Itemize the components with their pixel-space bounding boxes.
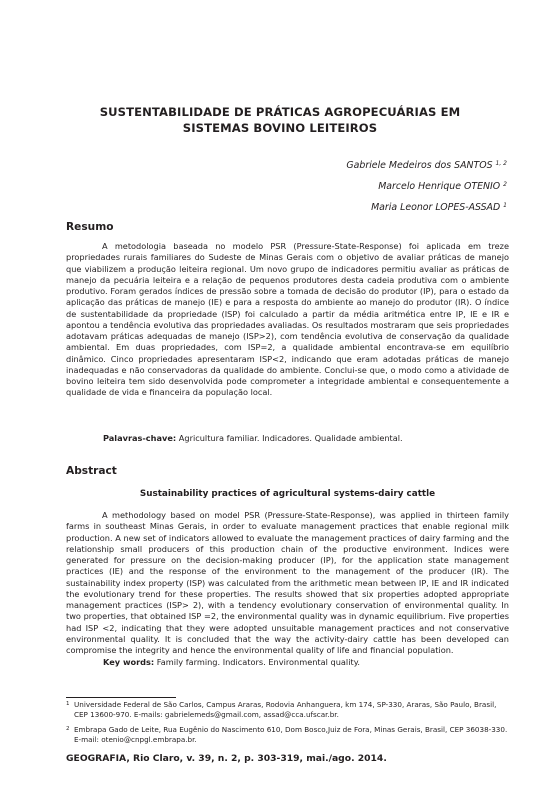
footnote-text: Universidade Federal de São Carlos, Campus Araras, Rodovia Anhanguera, km 174, SP-330, Araras, São Paulo, Brasil, CEP 13600-970. E-mails: gabrielemeds@gmail.com, assad@cca.ufscar.br. bbox=[74, 700, 497, 719]
abstract-keywords bbox=[103, 657, 360, 668]
footnote-1 bbox=[66, 700, 509, 719]
author-1 bbox=[207, 154, 507, 175]
author-affiliation-mark: 2 bbox=[503, 181, 507, 188]
resumo-keywords bbox=[103, 433, 403, 444]
footnote-mark: 1 bbox=[66, 701, 70, 707]
abstract-keywords-text: Family farming. Indicators. Environmental quality. bbox=[156, 657, 360, 667]
abstract-body: A methodology based on model PSR (Pressure-State-Response), was applied in thirteen family farms in southeast Minas Gerais, in order to evaluate management practices that enable regional milk production. A new set of indicators allowed to evaluate the management practices of dairy farming and the relationship small producers of this production chain of the productive environment. Indices were generated for pressure on the decision-making producer (IP), for the application state management practices (IE) and the response of the environment to the management of the producer (IR). The sustainability index property (ISP) was calculated from the arithmetic mean between IP, IE and IR indicated the evolutionary trend for these properties. The results showed that six properties adopted appropriate management practices (ISP> 2), with a tendency evolutionary conservation of environmental quality. In two properties, that obtained ISP =2, the environmental quality was in dynamic equilibrium. Five properties had ISP <2, indicating that they were adopted unsuitable management practices and not conservative environmental quality. It is concluded that the way the activity-dairy cattle has been developed can compromise the integrity and hence the environmental quality of life and financial population. bbox=[66, 510, 509, 655]
resumo-keywords-label: Palavras-chave: bbox=[103, 433, 177, 443]
paper-title bbox=[80, 104, 480, 136]
author-affiliation-mark: 1, 2 bbox=[495, 160, 507, 167]
paper-title-line-2: SISTEMAS BOVINO LEITEIROS bbox=[182, 121, 378, 135]
author-affiliation-mark: 1 bbox=[503, 202, 507, 209]
footnote-divider bbox=[66, 697, 176, 698]
author-name: Maria Leonor LOPES-ASSAD bbox=[371, 202, 501, 213]
paper-title-line-1: SUSTENTABILIDADE DE PRÁTICAS AGROPECUÁRIAS EM bbox=[99, 105, 461, 119]
author-3 bbox=[207, 196, 507, 217]
resumo-keywords-text: Agricultura familiar. Indicadores. Qualidade ambiental. bbox=[178, 433, 403, 443]
footnote-text: Embrapa Gado de Leite, Rua Eugênio do Nascimento 610, Dom Bosco,Juiz de Fora, Minas Gerais, Brasil, CEP 36038-330. E-mail: otenio@cnpgl.embrapa.br. bbox=[74, 725, 508, 744]
author-name: Gabriele Medeiros dos SANTOS bbox=[346, 160, 493, 171]
footnote-mark: 2 bbox=[66, 726, 70, 732]
resumo-heading: Resumo bbox=[66, 221, 114, 233]
author-name: Marcelo Henrique OTENIO bbox=[378, 181, 501, 192]
footnote-2 bbox=[66, 725, 509, 744]
abstract-heading: Abstract bbox=[66, 465, 117, 477]
author-list bbox=[207, 154, 507, 217]
resumo-body: A metodologia baseada no modelo PSR (Pressure-State-Response) foi aplicada em treze propriedades rurais familiares do Sudeste de Minas Gerais com o objetivo de avaliar práticas de manejo que viabilizem a produção leiteira regional. Um novo grupo de indicadores permitiu avaliar as práticas de manejo da pecuária leiteira e a relação de pequenos produtores desta cadeia produtiva com o ambiente produtivo. Foram gerados índices de pressão sobre a tomada de decisão do produtor (IP), para o estado da aplicação das práticas de manejo (IE) e para a resposta do ambiente ao manejo do produtor (IR). O índice de sustentabilidade da propriedade (ISP) foi calculado a partir da média aritmética entre IP, IE e IR e apontou a tendência evolutiva das propriedades avaliadas. Os resultados mostraram que seis propriedades adotavam práticas adequadas de manejo (ISP>2), com tendência evolutiva de conservação da qualidade ambiental. Em duas propriedades, com ISP=2, a qualidade ambiental encontrava-se em equilíbrio dinâmico. Cinco propriedades apresentaram ISP<2, indicando que eram adotadas práticas de manejo inadequadas e não conservadoras da qualidade do ambiente. Conclui-se que, o modo como a atividade de bovino leiteira tem sido desenvolvida pode comprometer a integridade ambiental e consequentemente a qualidade de vida e financeira da população local. bbox=[66, 241, 509, 398]
abstract-english-title: Sustainability practices of agricultural systems-dairy cattle bbox=[139, 489, 436, 499]
author-2 bbox=[207, 175, 507, 196]
journal-citation-footer: GEOGRAFIA, Rio Claro, v. 39, n. 2, p. 303-319, mai./ago. 2014. bbox=[66, 753, 387, 764]
abstract-keywords-label: Key words: bbox=[103, 657, 155, 667]
